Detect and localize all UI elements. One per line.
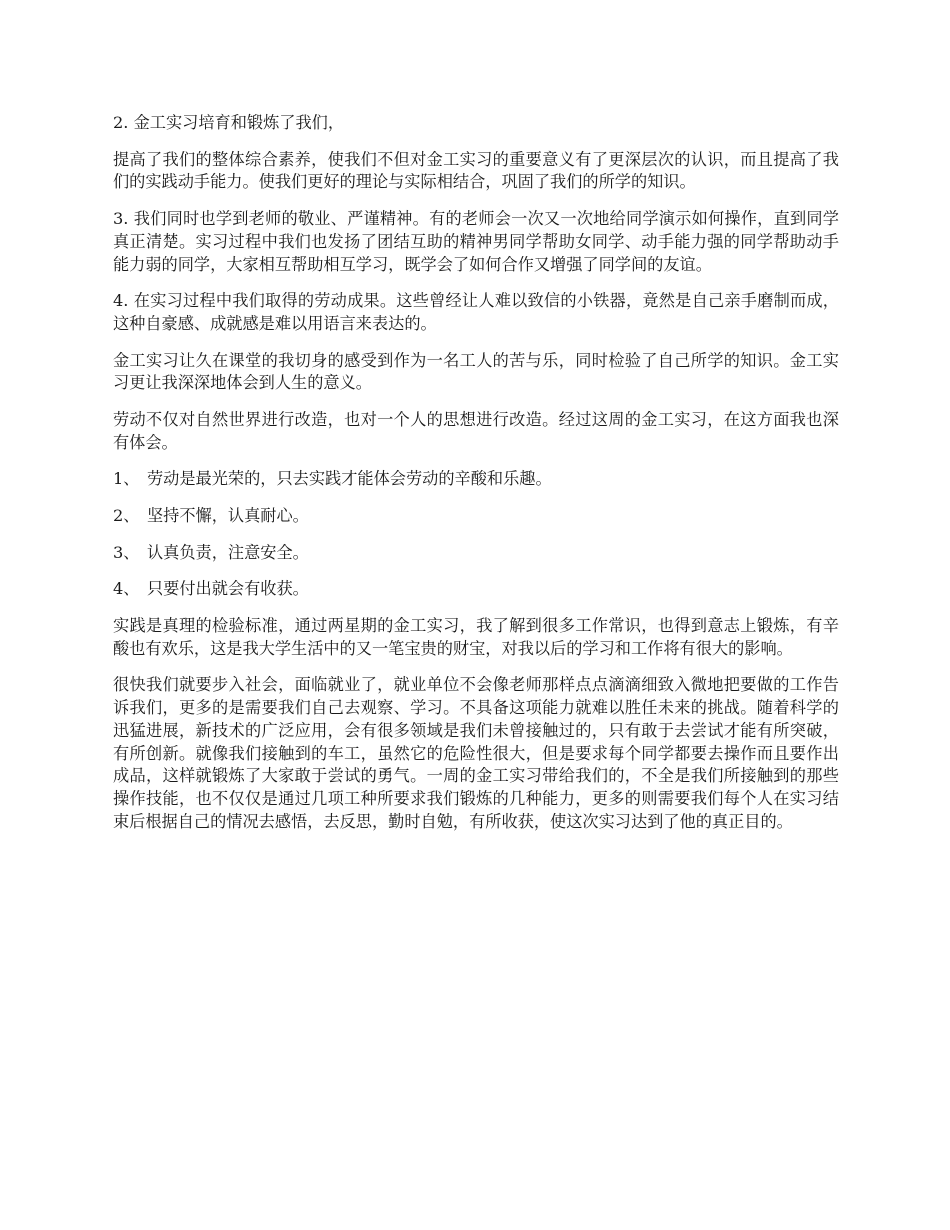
- paragraph: 实践是真理的检验标准，通过两星期的金工实习，我了解到很多工作常识，也得到意志上锻炼，有辛酸也有欢乐，这是我大学生活中的又一笔宝贵的财宝，对我以后的学习和工作将有很大的影响。: [113, 615, 839, 658]
- list-text: 坚持不懈，认真耐心。: [147, 505, 309, 525]
- list-text: 认真负责，注意安全。: [147, 542, 309, 562]
- list-item: [113, 542, 839, 565]
- list-number: 3、: [113, 542, 140, 562]
- paragraph: 很快我们就要步入社会，面临就业了，就业单位不会像老师那样点点滴滴细致入微地把要做的工作告诉我们，更多的是需要我们自己去观察、学习。不具备这项能力就难以胜任未来的挑战。随着科学的迅猛进展，新技术的广泛应用，会有很多领域是我们未曾接触过的，只有敢于去尝试才能有所突破，有所创新。就像我们接触到的车工，虽然它的危险性很大，但是要求每个同学都要去操作而且要作出成品，这样就锻炼了大家敢于尝试的勇气。一周的金工实习带给我们的，不全是我们所接触到的那些操作技能，也不仅仅是通过几项工种所要求我们锻炼的几种能力，更多的则需要我们每个人在实习结束后根据自己的情况去感悟，去反思，勤时自勉，有所收获，使这次实习达到了他的真正目的。: [113, 675, 839, 831]
- list-text: 只要付出就会有收获。: [147, 579, 309, 599]
- paragraph: 金工实习让久在课堂的我切身的感受到作为一名工人的苦与乐，同时检验了自己所学的知识。金工实习更让我深深地体会到人生的意义。: [113, 350, 839, 393]
- paragraph: 提高了我们的整体综合素养，使我们不但对金工实习的重要意义有了更深层次的认识，而且提高了我们的实践动手能力。使我们更好的理论与实际相结合，巩固了我们的所学的知识。: [113, 149, 839, 192]
- paragraph-heading-2: 2. 金工实习培育和锻炼了我们，: [113, 113, 345, 132]
- paragraph-point-4: 4. 在实习过程中我们取得的劳动成果。这些曾经让人难以致信的小铁器，竟然是自己亲手磨制而成，这种自豪感、成就感是难以用语言来表达的。: [113, 291, 839, 333]
- list-item: [113, 468, 839, 491]
- paragraph-point-3: 3. 我们同时也学到老师的敬业、严谨精神。有的老师会一次又一次地给同学演示如何操作，直到同学真正清楚。实习过程中我们也发扬了团结互助的精神男同学帮助女同学、动手能力强的同学帮助动手能力弱的同学，大家相互帮助相互学习，既学会了如何合作又增强了同学间的友谊。: [113, 208, 839, 274]
- list-item: [113, 505, 839, 528]
- list-number: 4、: [113, 579, 140, 599]
- list-text: 劳动是最光荣的，只去实践才能体会劳动的辛酸和乐趣。: [147, 469, 552, 489]
- document-body: [113, 112, 839, 847]
- list-number: 1、: [113, 469, 140, 489]
- list-item: [113, 578, 839, 601]
- list-number: 2、: [113, 505, 140, 525]
- paragraph: 劳动不仅对自然世界进行改造，也对一个人的思想进行改造。经过这周的金工实习，在这方面我也深有体会。: [113, 409, 839, 452]
